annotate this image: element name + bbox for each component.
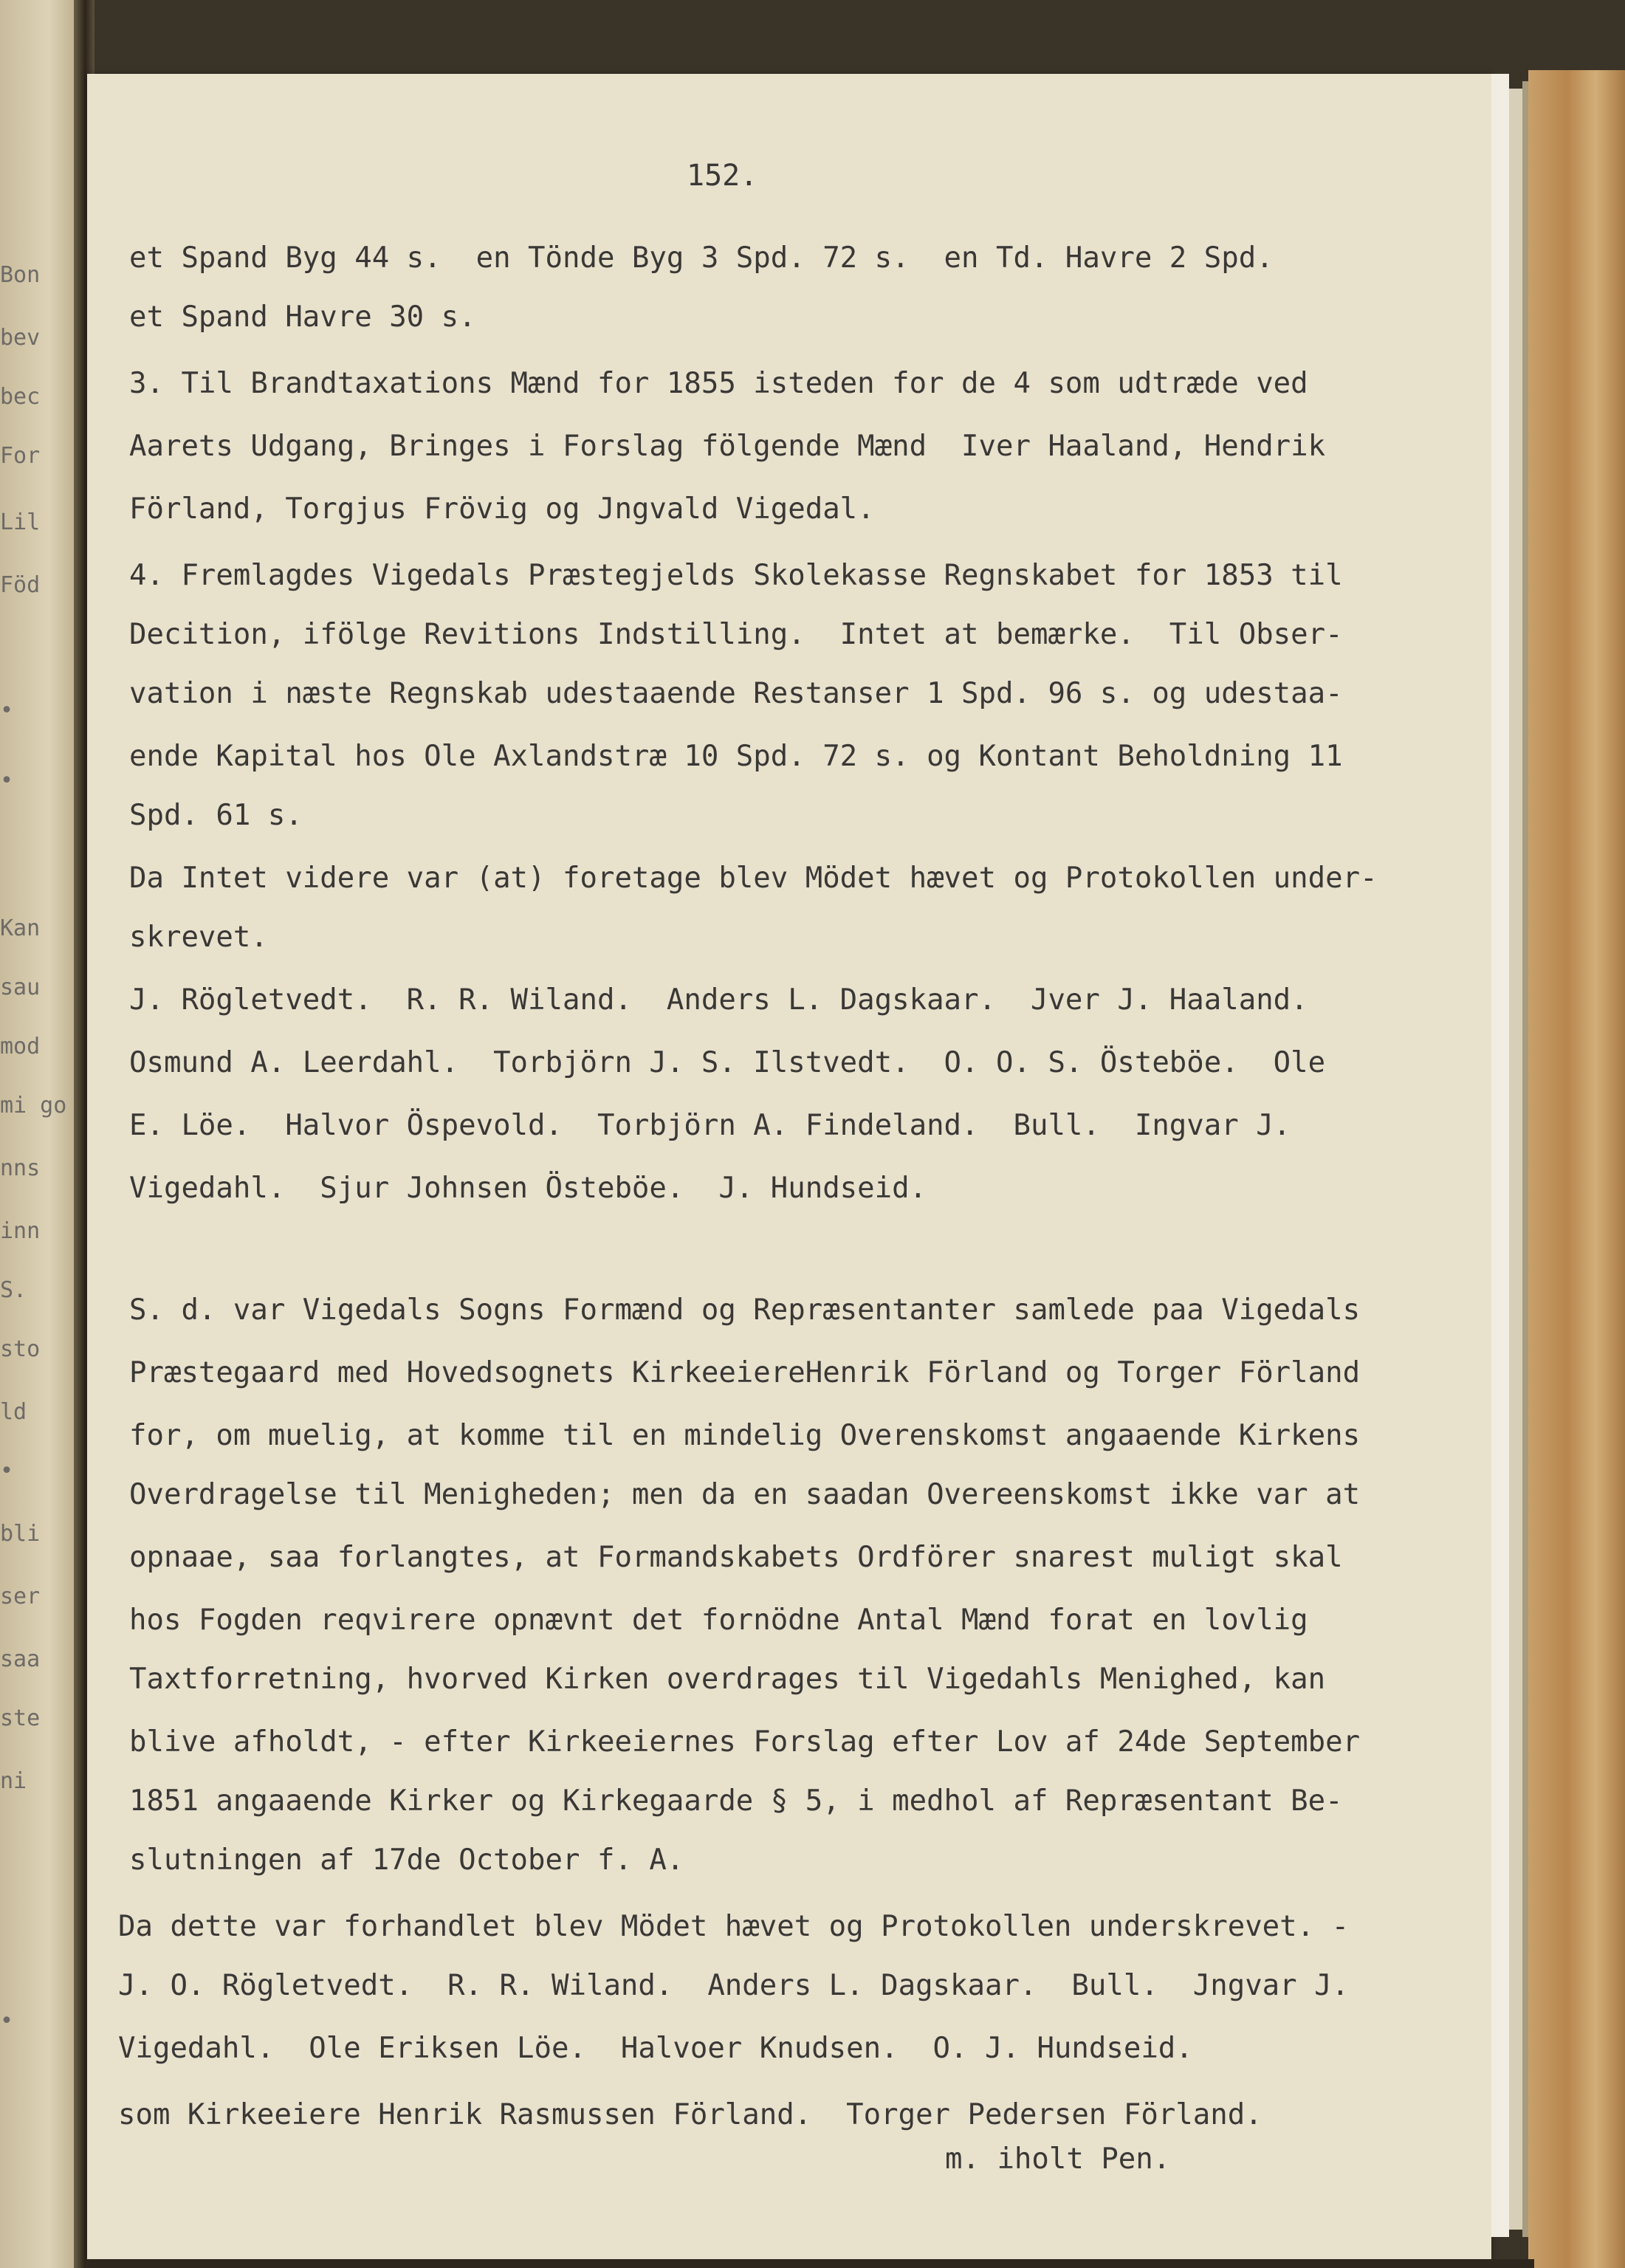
text-line: opnaae, saa forlangtes, at Formandskabets Ordförer snarest muligt skal <box>129 1541 1343 1574</box>
facing-page-fragment: bli <box>0 1521 41 1547</box>
text-line: Taxtforretning, hvorved Kirken overdrages til Vigedahls Menighed, kan <box>129 1663 1326 1696</box>
facing-page-fragment: mod <box>0 1034 41 1059</box>
text-line: E. Löe. Halvor Öspevold. Torbjörn A. Findeland. Bull. Ingvar J. <box>129 1109 1291 1142</box>
text-line: et Spand Havre 30 s. <box>129 300 476 334</box>
facing-page-fragment: Kan <box>0 915 41 941</box>
page-edge <box>1522 81 1528 2237</box>
facing-page-fragment: For <box>0 443 41 469</box>
facing-page-fragment: mi go <box>0 1093 67 1118</box>
text-line: Vigedahl. Sjur Johnsen Östeböe. J. Hundseid. <box>129 1172 927 1205</box>
page-number: 152. <box>687 159 758 193</box>
facing-page-fragment: ser <box>0 1584 41 1609</box>
facing-page-fragment: bev <box>0 325 41 351</box>
book-cover-edge <box>1528 70 1625 2268</box>
text-line: som Kirkeeiere Henrik Rasmussen Förland. Torger Pedersen Förland. <box>118 2098 1262 2131</box>
facing-page-fragment: S. <box>0 1277 27 1303</box>
text-line: Decition, ifölge Revitions Indstilling. Intet at bemærke. Til Obser- <box>129 618 1343 651</box>
text-line: Osmund A. Leerdahl. Torbjörn J. S. Ilstvedt. O. O. S. Östeböe. Ole <box>129 1046 1326 1079</box>
text-line: slutningen af 17de October f. A. <box>129 1843 684 1877</box>
facing-page-fragment: • <box>0 698 14 724</box>
facing-page-fragment: sto <box>0 1336 41 1362</box>
facing-page-fragment: ld <box>0 1399 27 1425</box>
text-line: S. d. var Vigedals Sogns Formænd og Repræsentanter samlede paa Vigedals <box>129 1293 1361 1327</box>
facing-page-fragment: ni <box>0 1768 27 1794</box>
facing-page-fragment: Föd <box>0 572 41 598</box>
page-edge <box>1509 89 1522 2230</box>
facing-page-fragment: ste <box>0 1705 41 1731</box>
text-line: for, om muelig, at komme til en mindelig Overenskomst angaaende Kirkens <box>129 1419 1361 1452</box>
text-line: hos Fogden reqvirere opnævnt det fornödne Antal Mænd forat en lovlig <box>129 1604 1308 1637</box>
facing-page-fragment: saa <box>0 1646 41 1672</box>
facing-page-fragment: nns <box>0 1155 41 1181</box>
text-line: J. O. Rögletvedt. R. R. Wiland. Anders L. Dagskaar. Bull. Jngvar J. <box>118 1969 1350 2002</box>
facing-page-edge <box>0 0 81 2268</box>
text-line: Spd. 61 s. <box>129 799 303 832</box>
text-line: 1851 angaaende Kirker og Kirkegaarde § 5, i medhol af Repræsentant Be- <box>129 1784 1343 1818</box>
facing-page-fragment: • <box>0 2008 14 2034</box>
page-edge <box>1491 74 1509 2237</box>
text-line: 4. Fremlagdes Vigedals Præstegjelds Skolekasse Regnskabet for 1853 til <box>129 559 1343 592</box>
text-line: J. Rögletvedt. R. R. Wiland. Anders L. Dagskaar. Jver J. Haaland. <box>129 983 1308 1017</box>
text-line: m. iholt Pen. <box>945 2142 1171 2176</box>
facing-page-fragment: Bon <box>0 262 41 288</box>
book-bottom-edge <box>87 2259 1534 2268</box>
text-line: et Spand Byg 44 s. en Tönde Byg 3 Spd. 72 s. en Td. Havre 2 Spd. <box>129 241 1274 275</box>
text-line: blive afholdt, - efter Kirkeeiernes Forslag efter Lov af 24de September <box>129 1725 1361 1759</box>
text-line: ende Kapital hos Ole Axlandstræ 10 Spd. 72 s. og Kontant Beholdning 11 <box>129 740 1343 773</box>
facing-page-fragment: Lil <box>0 509 41 535</box>
facing-page-fragment: sau <box>0 975 41 1000</box>
text-line: Vigedahl. Ole Eriksen Löe. Halvoer Knudsen. O. J. Hundseid. <box>118 2032 1193 2065</box>
text-line: vation i næste Regnskab udestaaende Restanser 1 Spd. 96 s. og udestaa- <box>129 677 1343 710</box>
text-line: 3. Til Brandtaxations Mænd for 1855 isteden for de 4 som udtræde ved <box>129 367 1308 400</box>
text-line: Da dette var forhandlet blev Mödet hævet og Protokollen underskrevet. - <box>118 1910 1350 1943</box>
text-line: Overdragelse til Menigheden; men da en saadan Overeenskomst ikke var at <box>129 1478 1361 1511</box>
facing-page-fragment: • <box>0 1458 14 1484</box>
text-line: Da Intet videre var (at) foretage blev Mödet hævet og Protokollen under- <box>129 862 1378 895</box>
facing-page-fragment: • <box>0 768 14 794</box>
text-line: Förland, Torgjus Frövig og Jngvald Vigedal. <box>129 492 875 526</box>
facing-page-fragment: inn <box>0 1218 41 1244</box>
text-line: Præstegaard med Hovedsognets KirkeeiereHenrik Förland og Torger Förland <box>129 1356 1361 1389</box>
text-line: skrevet. <box>129 921 268 954</box>
facing-page-fragment: bec <box>0 384 41 410</box>
text-line: Aarets Udgang, Bringes i Forslag fölgende Mænd Iver Haaland, Hendrik <box>129 430 1326 463</box>
